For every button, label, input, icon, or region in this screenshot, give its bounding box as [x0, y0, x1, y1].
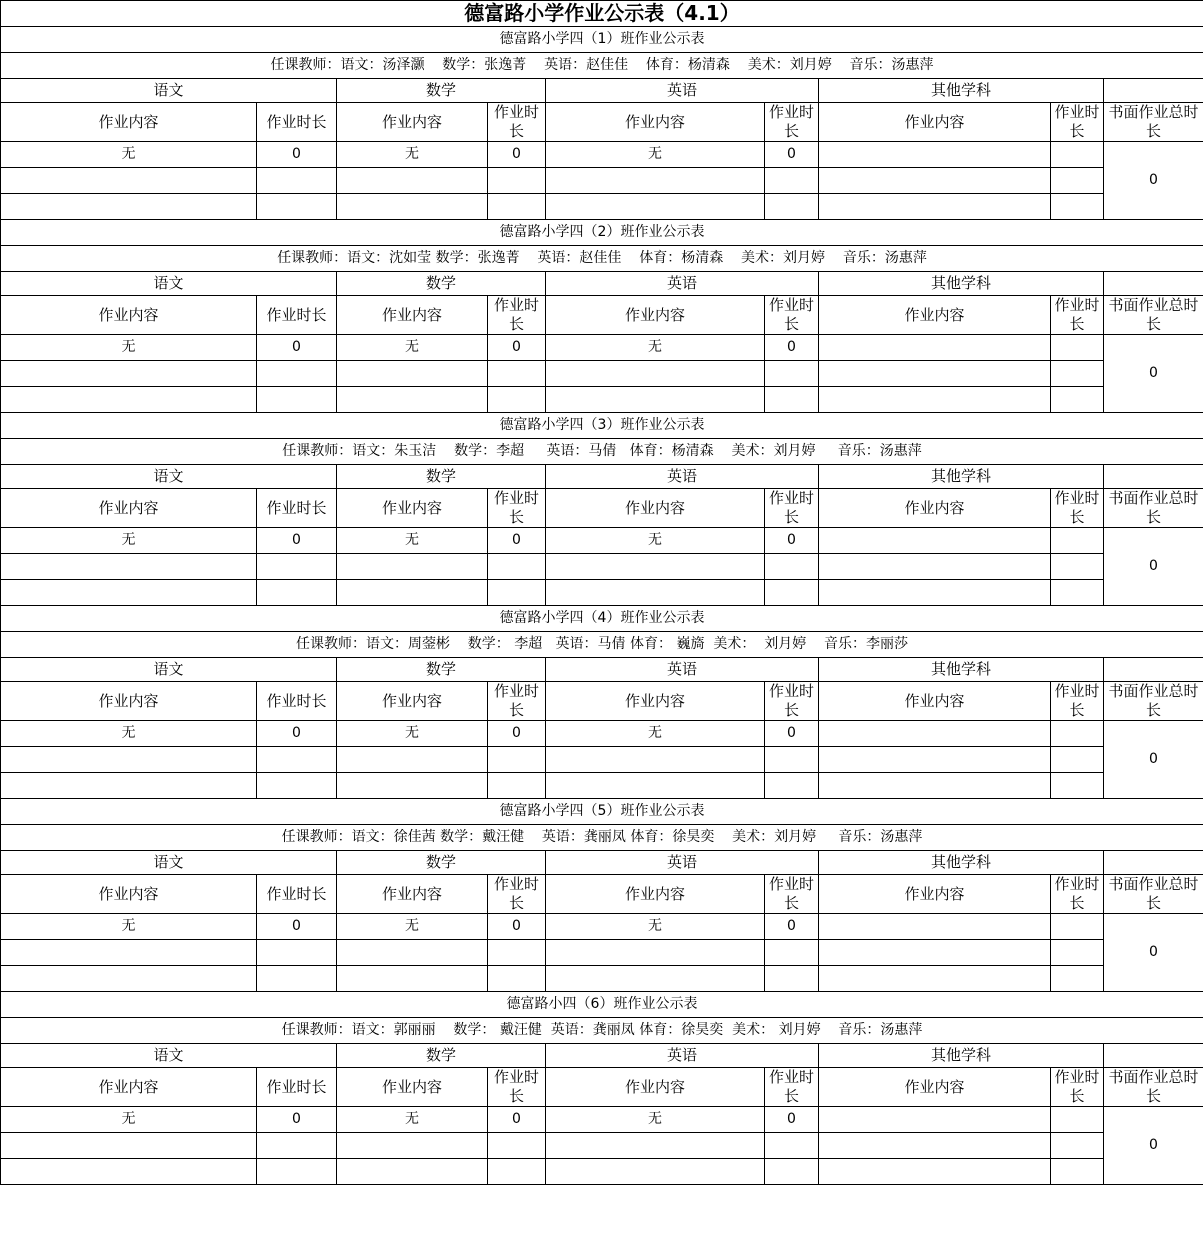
col-header-content-english: 作业内容 — [546, 682, 765, 721]
cell-empty — [1, 580, 257, 606]
col-header-duration-math: 作业时长 — [488, 682, 546, 721]
teacher-line: 任课教师：语文：沈如莹 数学：张逸菁 英语：赵佳佳 体育：杨清森 美术：刘月婷 音乐：汤惠萍 — [1, 246, 1203, 272]
cell-english-duration: 0 — [765, 528, 819, 554]
cell-math-duration: 0 — [488, 1107, 546, 1133]
cell-english-duration: 0 — [765, 914, 819, 940]
main-title-row — [1, 1, 1203, 27]
cell-empty — [1051, 773, 1104, 799]
cell-empty — [257, 940, 337, 966]
cell-empty — [337, 747, 488, 773]
subject-other: 其他学科 — [819, 79, 1104, 103]
cell-english-content: 无 — [546, 528, 765, 554]
subject-math: 数学 — [337, 79, 546, 103]
cell-other-content — [819, 142, 1051, 168]
cell-english-duration: 0 — [765, 721, 819, 747]
cell-empty — [488, 747, 546, 773]
section-title: 德富路小学四（2）班作业公示表 — [1, 220, 1203, 246]
cell-empty — [765, 361, 819, 387]
cell-math-content: 无 — [337, 1107, 488, 1133]
cell-other-duration — [1051, 528, 1104, 554]
cell-empty — [546, 1159, 765, 1185]
teacher-line: 任课教师：语文：汤泽灏 数学：张逸菁 英语：赵佳佳 体育：杨清森 美术：刘月婷 音乐：汤惠萍 — [1, 53, 1203, 79]
cell-english-duration: 0 — [765, 335, 819, 361]
subject-math: 数学 — [337, 1044, 546, 1068]
col-header-content-math: 作业内容 — [337, 296, 488, 335]
cell-chinese-content: 无 — [1, 1107, 257, 1133]
cell-chinese-duration: 0 — [257, 142, 337, 168]
cell-empty — [488, 194, 546, 220]
subject-chinese: 语文 — [1, 79, 337, 103]
cell-empty — [765, 940, 819, 966]
col-header-total-written: 书面作业总时长 — [1104, 875, 1203, 914]
cell-empty — [765, 773, 819, 799]
cell-empty — [1, 554, 257, 580]
cell-empty — [1051, 194, 1104, 220]
cell-empty — [819, 387, 1051, 413]
cell-total-written: 0 — [1104, 1107, 1203, 1185]
subject-english: 英语 — [546, 658, 819, 682]
col-header-content-chinese: 作业内容 — [1, 489, 257, 528]
cell-empty — [1, 747, 257, 773]
cell-empty — [257, 387, 337, 413]
cell-empty — [337, 168, 488, 194]
subject-spacer — [1104, 658, 1203, 682]
cell-empty — [765, 580, 819, 606]
cell-empty — [1051, 554, 1104, 580]
col-header-duration-math: 作业时长 — [488, 296, 546, 335]
cell-empty — [257, 554, 337, 580]
cell-empty — [765, 168, 819, 194]
cell-chinese-duration: 0 — [257, 528, 337, 554]
cell-math-content: 无 — [337, 142, 488, 168]
cell-empty — [488, 1159, 546, 1185]
subject-other: 其他学科 — [819, 1044, 1104, 1068]
cell-other-content — [819, 721, 1051, 747]
cell-chinese-duration: 0 — [257, 335, 337, 361]
cell-total-written: 0 — [1104, 335, 1203, 413]
cell-other-duration — [1051, 721, 1104, 747]
subject-chinese: 语文 — [1, 1044, 337, 1068]
cell-empty — [1, 773, 257, 799]
col-header-content-chinese: 作业内容 — [1, 1068, 257, 1107]
section-title: 德富路小学四（5）班作业公示表 — [1, 799, 1203, 825]
cell-empty — [1, 1133, 257, 1159]
col-header-duration-other: 作业时长 — [1051, 489, 1104, 528]
section-title: 德富路小四（6）班作业公示表 — [1, 992, 1203, 1018]
subject-other: 其他学科 — [819, 851, 1104, 875]
cell-empty — [1, 168, 257, 194]
subject-chinese: 语文 — [1, 272, 337, 296]
subject-spacer — [1104, 465, 1203, 489]
cell-empty — [1, 940, 257, 966]
col-header-content-english: 作业内容 — [546, 489, 765, 528]
col-header-total-written: 书面作业总时长 — [1104, 489, 1203, 528]
cell-empty — [488, 773, 546, 799]
cell-empty — [257, 1159, 337, 1185]
cell-empty — [1051, 1133, 1104, 1159]
teacher-line: 任课教师：语文：周蓥彬 数学： 李超 英语：马倩 体育： 巍旖 美术： 刘月婷 音乐：李丽莎 — [1, 632, 1203, 658]
cell-total-written: 0 — [1104, 914, 1203, 992]
cell-empty — [488, 554, 546, 580]
col-header-content-other: 作业内容 — [819, 682, 1051, 721]
cell-math-duration: 0 — [488, 142, 546, 168]
col-header-duration-other: 作业时长 — [1051, 103, 1104, 142]
subject-math: 数学 — [337, 272, 546, 296]
cell-other-content — [819, 528, 1051, 554]
cell-empty — [257, 966, 337, 992]
cell-english-content: 无 — [546, 1107, 765, 1133]
cell-english-duration: 0 — [765, 142, 819, 168]
cell-empty — [488, 966, 546, 992]
subject-chinese: 语文 — [1, 465, 337, 489]
cell-english-content: 无 — [546, 914, 765, 940]
cell-empty — [765, 194, 819, 220]
cell-empty — [765, 1133, 819, 1159]
col-header-content-other: 作业内容 — [819, 489, 1051, 528]
cell-other-content — [819, 1107, 1051, 1133]
cell-math-duration: 0 — [488, 335, 546, 361]
cell-other-duration — [1051, 1107, 1104, 1133]
col-header-content-other: 作业内容 — [819, 875, 1051, 914]
cell-empty — [257, 773, 337, 799]
cell-empty — [1051, 387, 1104, 413]
cell-empty — [546, 361, 765, 387]
cell-empty — [546, 773, 765, 799]
cell-empty — [1051, 747, 1104, 773]
cell-empty — [546, 966, 765, 992]
cell-empty — [1, 1159, 257, 1185]
subject-english: 英语 — [546, 1044, 819, 1068]
cell-empty — [488, 361, 546, 387]
col-header-duration-other: 作业时长 — [1051, 1068, 1104, 1107]
subject-english: 英语 — [546, 79, 819, 103]
col-header-duration-english: 作业时长 — [765, 1068, 819, 1107]
subject-other: 其他学科 — [819, 658, 1104, 682]
cell-empty — [546, 1133, 765, 1159]
col-header-duration-english: 作业时长 — [765, 296, 819, 335]
cell-chinese-content: 无 — [1, 528, 257, 554]
col-header-total-written: 书面作业总时长 — [1104, 103, 1203, 142]
col-header-content-english: 作业内容 — [546, 875, 765, 914]
cell-chinese-content: 无 — [1, 142, 257, 168]
subject-spacer — [1104, 272, 1203, 296]
col-header-duration-chinese: 作业时长 — [257, 1068, 337, 1107]
cell-empty — [1051, 361, 1104, 387]
cell-empty — [337, 387, 488, 413]
subject-math: 数学 — [337, 851, 546, 875]
cell-empty — [1, 387, 257, 413]
subject-other: 其他学科 — [819, 272, 1104, 296]
cell-other-content — [819, 335, 1051, 361]
cell-empty — [819, 773, 1051, 799]
cell-empty — [546, 580, 765, 606]
teacher-line: 任课教师：语文：郭丽丽 数学： 戴汪健 英语：龚丽凤 体育：徐昊奕 美术： 刘月婷 音乐：汤惠萍 — [1, 1018, 1203, 1044]
cell-empty — [337, 194, 488, 220]
cell-other-content — [819, 914, 1051, 940]
col-header-content-chinese: 作业内容 — [1, 875, 257, 914]
cell-empty — [488, 387, 546, 413]
col-header-duration-chinese: 作业时长 — [257, 682, 337, 721]
cell-empty — [1051, 580, 1104, 606]
cell-empty — [546, 194, 765, 220]
cell-empty — [546, 554, 765, 580]
cell-empty — [819, 554, 1051, 580]
cell-empty — [819, 966, 1051, 992]
col-header-content-english: 作业内容 — [546, 1068, 765, 1107]
cell-chinese-content: 无 — [1, 721, 257, 747]
cell-empty — [1051, 940, 1104, 966]
subject-spacer — [1104, 79, 1203, 103]
col-header-duration-other: 作业时长 — [1051, 296, 1104, 335]
col-header-content-other: 作业内容 — [819, 103, 1051, 142]
cell-empty — [819, 747, 1051, 773]
cell-math-duration: 0 — [488, 914, 546, 940]
col-header-content-english: 作业内容 — [546, 103, 765, 142]
col-header-content-math: 作业内容 — [337, 682, 488, 721]
cell-empty — [765, 387, 819, 413]
col-header-content-other: 作业内容 — [819, 296, 1051, 335]
cell-empty — [819, 194, 1051, 220]
cell-empty — [765, 1159, 819, 1185]
cell-chinese-content: 无 — [1, 914, 257, 940]
teacher-line: 任课教师：语文：徐佳茜 数学：戴汪健 英语：龚丽凤 体育：徐昊奕 美术：刘月婷 音乐：汤惠萍 — [1, 825, 1203, 851]
cell-empty — [819, 361, 1051, 387]
cell-empty — [765, 966, 819, 992]
col-header-duration-chinese: 作业时长 — [257, 103, 337, 142]
cell-chinese-duration: 0 — [257, 914, 337, 940]
subject-other: 其他学科 — [819, 465, 1104, 489]
cell-chinese-content: 无 — [1, 335, 257, 361]
section-title: 德富路小学四（1）班作业公示表 — [1, 27, 1203, 53]
cell-chinese-duration: 0 — [257, 1107, 337, 1133]
col-header-duration-other: 作业时长 — [1051, 682, 1104, 721]
teacher-line: 任课教师：语文：朱玉洁 数学：李超 英语：马倩 体育：杨清森 美术：刘月婷 音乐：汤惠萍 — [1, 439, 1203, 465]
subject-english: 英语 — [546, 465, 819, 489]
cell-total-written: 0 — [1104, 528, 1203, 606]
cell-empty — [765, 747, 819, 773]
main-title: 德富路小学作业公示表（4.1） — [1, 1, 1203, 27]
cell-empty — [488, 168, 546, 194]
col-header-total-written: 书面作业总时长 — [1104, 1068, 1203, 1107]
cell-empty — [546, 168, 765, 194]
cell-empty — [1051, 1159, 1104, 1185]
subject-math: 数学 — [337, 465, 546, 489]
subject-spacer — [1104, 851, 1203, 875]
cell-empty — [337, 966, 488, 992]
cell-empty — [257, 580, 337, 606]
col-header-duration-chinese: 作业时长 — [257, 489, 337, 528]
cell-math-duration: 0 — [488, 721, 546, 747]
cell-total-written: 0 — [1104, 721, 1203, 799]
cell-math-duration: 0 — [488, 528, 546, 554]
col-header-duration-chinese: 作业时长 — [257, 296, 337, 335]
cell-empty — [337, 580, 488, 606]
col-header-content-math: 作业内容 — [337, 103, 488, 142]
cell-empty — [257, 194, 337, 220]
cell-empty — [1, 194, 257, 220]
cell-empty — [337, 940, 488, 966]
cell-empty — [819, 940, 1051, 966]
col-header-duration-math: 作业时长 — [488, 489, 546, 528]
cell-empty — [257, 747, 337, 773]
cell-empty — [1051, 966, 1104, 992]
cell-math-content: 无 — [337, 914, 488, 940]
subject-chinese: 语文 — [1, 658, 337, 682]
col-header-duration-english: 作业时长 — [765, 103, 819, 142]
cell-empty — [1, 966, 257, 992]
col-header-duration-math: 作业时长 — [488, 875, 546, 914]
col-header-content-chinese: 作业内容 — [1, 103, 257, 142]
subject-english: 英语 — [546, 851, 819, 875]
cell-other-duration — [1051, 335, 1104, 361]
cell-empty — [337, 773, 488, 799]
cell-empty — [546, 747, 765, 773]
col-header-duration-other: 作业时长 — [1051, 875, 1104, 914]
cell-empty — [1, 361, 257, 387]
subject-chinese: 语文 — [1, 851, 337, 875]
col-header-content-english: 作业内容 — [546, 296, 765, 335]
col-header-duration-english: 作业时长 — [765, 875, 819, 914]
cell-other-duration — [1051, 142, 1104, 168]
cell-empty — [819, 168, 1051, 194]
cell-empty — [765, 554, 819, 580]
cell-english-content: 无 — [546, 721, 765, 747]
col-header-duration-english: 作业时长 — [765, 682, 819, 721]
cell-empty — [337, 1159, 488, 1185]
cell-empty — [1051, 168, 1104, 194]
cell-empty — [488, 940, 546, 966]
col-header-duration-english: 作业时长 — [765, 489, 819, 528]
subject-spacer — [1104, 1044, 1203, 1068]
cell-math-content: 无 — [337, 335, 488, 361]
col-header-content-math: 作业内容 — [337, 875, 488, 914]
col-header-duration-chinese: 作业时长 — [257, 875, 337, 914]
cell-empty — [819, 1159, 1051, 1185]
col-header-total-written: 书面作业总时长 — [1104, 296, 1203, 335]
cell-math-content: 无 — [337, 528, 488, 554]
cell-empty — [546, 387, 765, 413]
cell-total-written: 0 — [1104, 142, 1203, 220]
section-title: 德富路小学四（3）班作业公示表 — [1, 413, 1203, 439]
col-header-content-math: 作业内容 — [337, 489, 488, 528]
cell-empty — [819, 580, 1051, 606]
cell-empty — [488, 580, 546, 606]
col-header-duration-math: 作业时长 — [488, 103, 546, 142]
cell-english-content: 无 — [546, 142, 765, 168]
cell-empty — [337, 1133, 488, 1159]
cell-empty — [337, 554, 488, 580]
col-header-total-written: 书面作业总时长 — [1104, 682, 1203, 721]
cell-empty — [337, 361, 488, 387]
cell-empty — [488, 1133, 546, 1159]
cell-other-duration — [1051, 914, 1104, 940]
subject-math: 数学 — [337, 658, 546, 682]
section-title: 德富路小学四（4）班作业公示表 — [1, 606, 1203, 632]
col-header-content-math: 作业内容 — [337, 1068, 488, 1107]
cell-math-content: 无 — [337, 721, 488, 747]
col-header-duration-math: 作业时长 — [488, 1068, 546, 1107]
cell-english-content: 无 — [546, 335, 765, 361]
cell-empty — [546, 940, 765, 966]
col-header-content-chinese: 作业内容 — [1, 682, 257, 721]
cell-empty — [819, 1133, 1051, 1159]
subject-english: 英语 — [546, 272, 819, 296]
cell-chinese-duration: 0 — [257, 721, 337, 747]
col-header-content-chinese: 作业内容 — [1, 296, 257, 335]
cell-empty — [257, 168, 337, 194]
cell-empty — [257, 361, 337, 387]
cell-english-duration: 0 — [765, 1107, 819, 1133]
col-header-content-other: 作业内容 — [819, 1068, 1051, 1107]
cell-empty — [257, 1133, 337, 1159]
